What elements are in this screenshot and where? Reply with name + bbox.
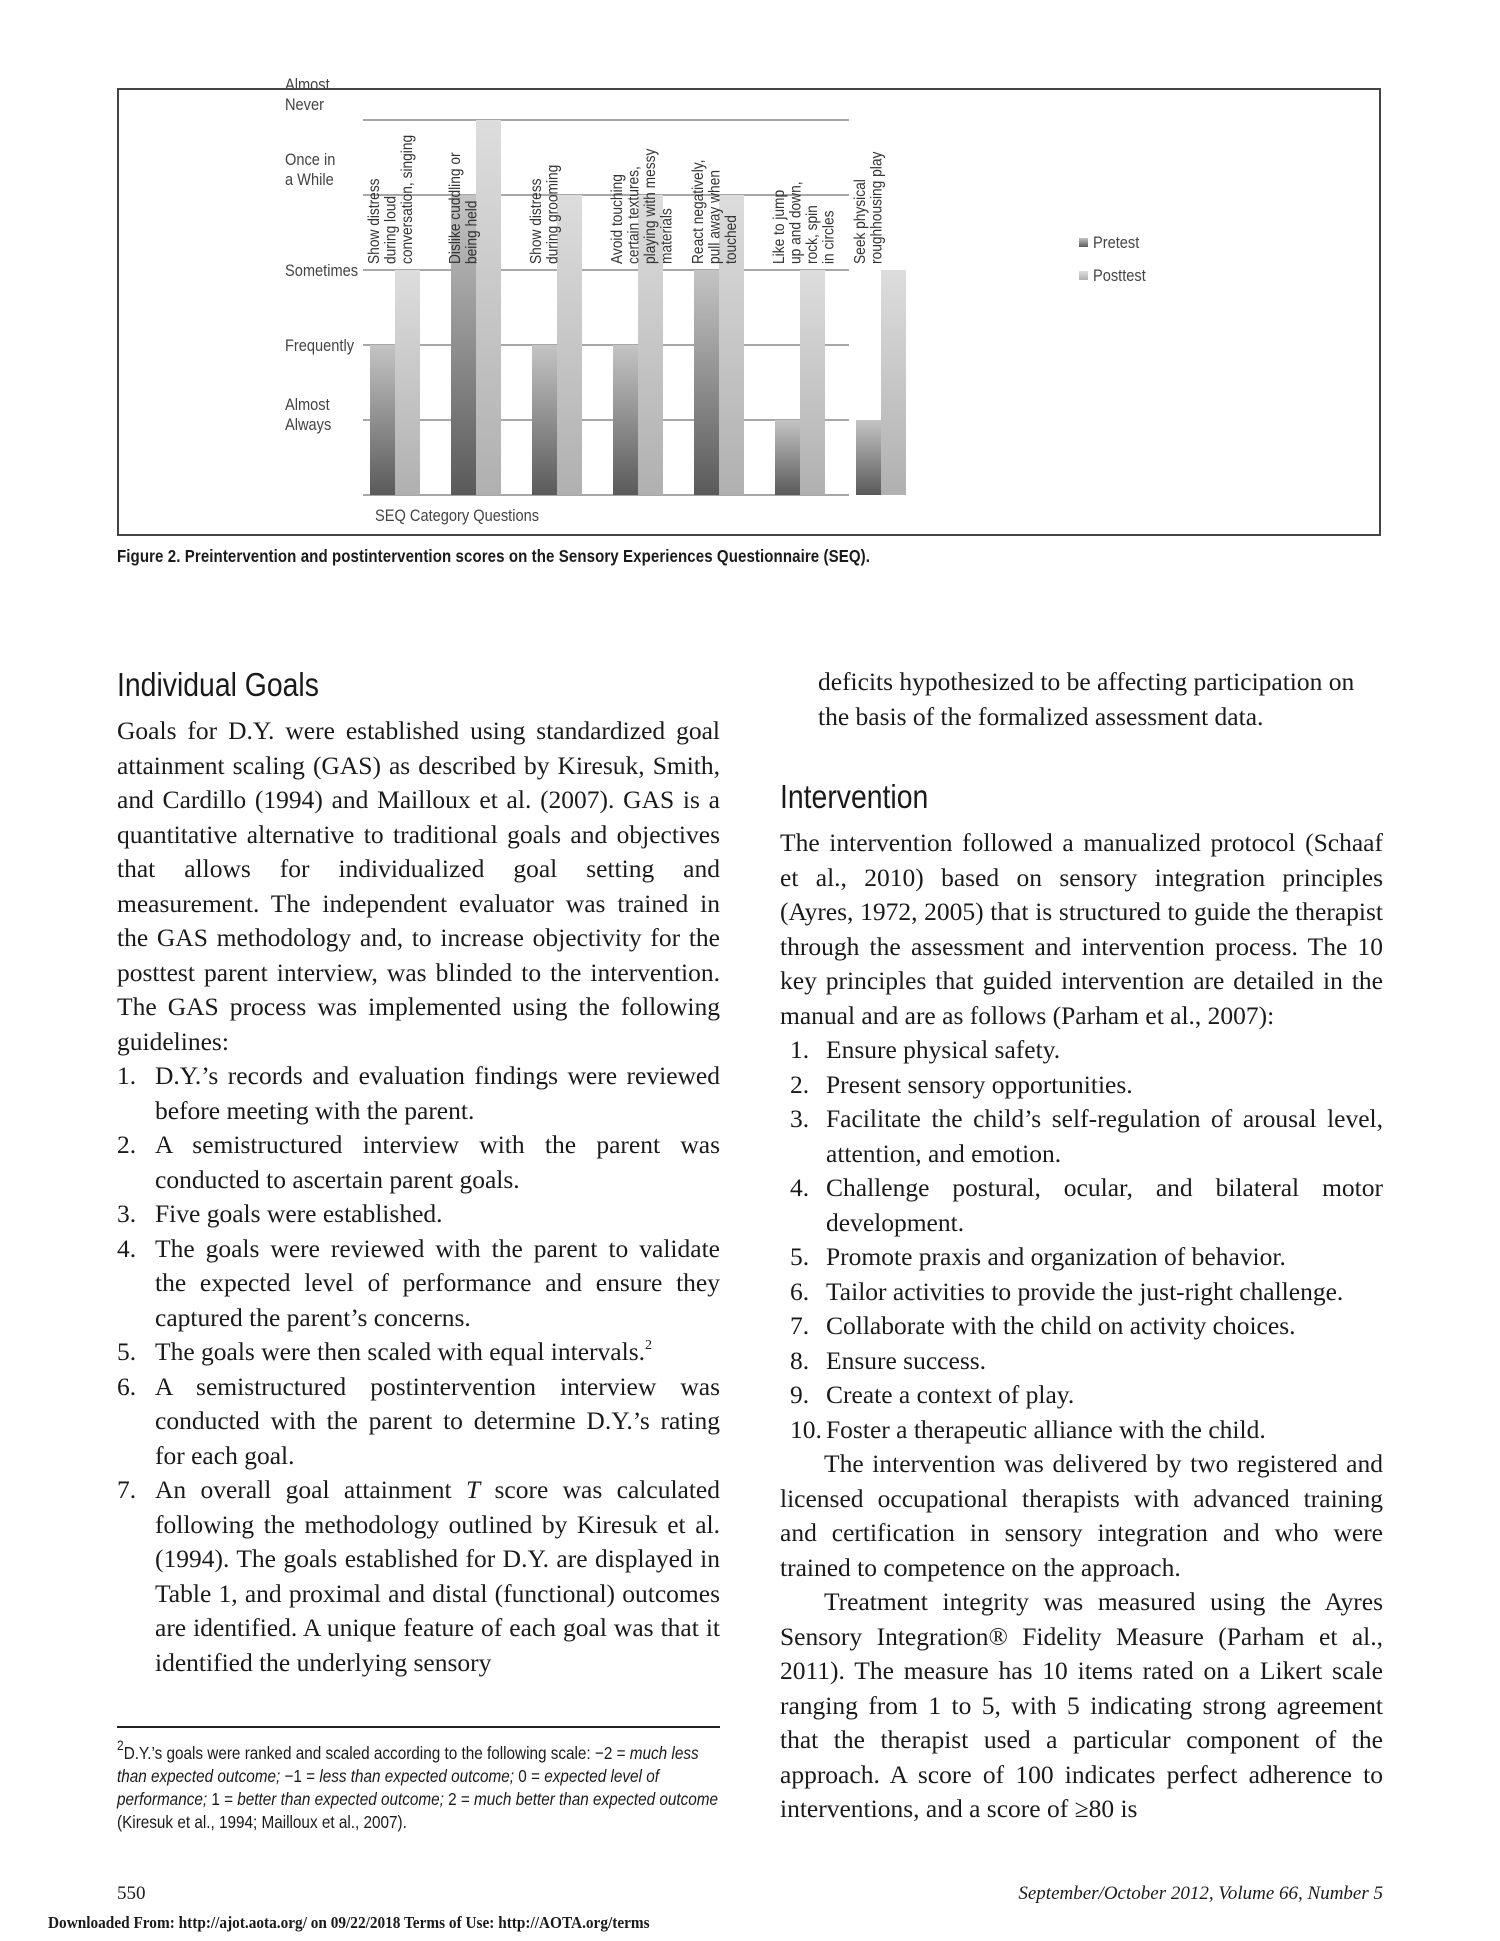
paragraph-gas-intro: Goals for D.Y. were established using standardized goal attainment scaling (GAS) as described by Kiresuk, Smith, and Cardillo (1994) and Mailloux et al. (2007). GAS is a quantitative alternative to traditional goals and objectives that allows for individualized goal setting and measurement. The independent evaluator was trained in the GAS methodology and, to increase objectivity for the posttest parent interview, was blinded to the intervention. The GAS process was implemented using the following guidelines: <box>117 716 720 1056</box>
list-item: 3. Facilitate the child’s self-regulation of arousal level, attention, and emotion. <box>790 1104 1383 1168</box>
bar-posttest <box>395 270 420 495</box>
bar-pretest <box>370 345 395 495</box>
category-label: being held <box>462 200 481 264</box>
category-label: Like to jump <box>770 189 789 264</box>
list-item: 10. Foster a therapeutic alliance with the child. <box>790 1414 1266 1444</box>
y-tick-label: Almost <box>285 396 330 415</box>
legend-label: Pretest <box>1093 234 1140 253</box>
y-tick-label: Almost <box>285 76 330 95</box>
y-tick-label: Never <box>285 96 324 115</box>
figure-caption: Figure 2. Preintervention and postintervention scores on the Sensory Experiences Questionnaire (SEQ). <box>117 546 871 566</box>
footnote-divider <box>117 1726 720 1728</box>
category-label: certain textures, <box>624 166 643 264</box>
list-item: 6. A semistructured postintervention interview was conducted with the parent to determine D.Y.’s rating for each goal. <box>117 1371 720 1470</box>
list-item: 4. Challenge postural, ocular, and bilateral motor development. <box>790 1173 1383 1237</box>
category-label: conversation, singing <box>398 134 417 264</box>
bar-pretest <box>613 345 638 495</box>
y-tick-label: Sometimes <box>285 262 359 281</box>
paragraph-continuation: deficits hypothesized to be affecting participation on the basis of the formalized assessment data. <box>818 667 1355 731</box>
category-label: Dislike cuddling or <box>446 152 465 264</box>
page-number: 550 <box>117 1883 146 1904</box>
category-label: during loud <box>381 195 400 264</box>
y-tick-label: a While <box>285 171 334 190</box>
download-notice[interactable]: Downloaded From: http://ajot.aota.org/ on 09/22/2018 Terms of Use: http://AOTA.org/terms <box>48 1913 650 1932</box>
legend-swatch-pretest <box>1079 238 1088 247</box>
list-item: 1. D.Y.’s records and evaluation findings were reviewed before meeting with the parent. <box>117 1061 720 1125</box>
category-label: rock, spin <box>803 205 822 264</box>
list-item: 7. Collaborate with the child on activity choices. <box>790 1311 1296 1340</box>
category-label: in circles <box>819 210 838 264</box>
footnote: $^2$D.Y.’s goals were ranked and scaled according to the following scale: −2 = much less than expected outcome; −1 = less than expected outcome; 0 = expected level of performance; 1 = better than expected outcome; 2 = much better than expected outcome (Kiresuk et al., 1994; Mailloux et al., 2007). <box>117 1737 719 1832</box>
bar-pretest <box>856 420 881 495</box>
category-label: pull away when <box>705 170 724 264</box>
footnote-ref[interactable]: 2 <box>645 1337 652 1353</box>
category-label: materials <box>657 208 676 264</box>
category-label: up and down, <box>786 181 805 264</box>
list-item: 9. Create a context of play. <box>790 1380 1075 1409</box>
section-heading-individual-goals: Individual Goals <box>117 666 319 703</box>
key-principles-list <box>780 1033 1383 1447</box>
bar-chart <box>119 76 1379 534</box>
paragraph-treatment-integrity: Treatment integrity was measured using the Ayres Sensory Integration® Fidelity Measure (Parham et al., 2011). The measure has 10 items rated on a Likert scale ranging from 1 to 5, with 5 indicating strong agreement that the therapist used a particular component of the approach. A score of 100 indicates perfect adherence to interventions, and a score of ≥80 is <box>780 1587 1383 1823</box>
y-tick-label: Once in <box>285 151 336 170</box>
category-label: touched <box>722 215 741 264</box>
category-label: during grooming <box>543 164 562 264</box>
list-item: 1. Ensure physical safety. <box>790 1035 1061 1064</box>
list-item: 7. An overall goal attainment T score was calculated following the methodology outlined by Kiresuk et al. (1994). The goals established for D.Y. are displayed in Table 1, and proximal and distal (functional) outcomes are identified. A unique feature of each goal was that it identified the underlying sensory <box>117 1475 720 1677</box>
list-item: 8. Ensure success. <box>790 1345 987 1375</box>
gas-steps-list <box>117 1059 720 1680</box>
list-item: 4. The goals were reviewed with the parent to validate the expected level of performance and ensure they captured the parent’s concerns. <box>117 1233 720 1332</box>
paragraph-intervention-intro: The intervention followed a manualized protocol (Schaaf et al., 2010) based on sensory integration principles (Ayres, 1972, 2005) that is structured to guide the therapist through the assessment and intervention process. The 10 key principles that guided intervention are detailed in the manual and are as follows (Parham et al., 2007): <box>780 828 1383 1030</box>
category-label: React negatively, <box>689 159 708 264</box>
bar-pretest <box>532 345 557 495</box>
list-item: 3. Five goals were established. <box>117 1199 443 1228</box>
y-tick-label: Always <box>285 416 332 435</box>
legend-swatch-posttest <box>1079 271 1088 280</box>
category-label: roughhousing play <box>867 151 886 264</box>
list-item: 2. A semistructured interview with the parent was conducted to ascertain parent goals. <box>117 1130 720 1194</box>
legend-label: Posttest <box>1093 267 1146 286</box>
category-label: Show distress <box>365 178 384 264</box>
section-heading-intervention: Intervention <box>780 778 929 815</box>
x-axis-label: SEQ Category Questions <box>375 507 540 526</box>
left-column <box>117 665 720 1680</box>
paragraph-delivery: The intervention was delivered by two registered and licensed occupational therapists with advanced training and certification in sensory integration and who were trained to competence on the approach. <box>780 1449 1383 1582</box>
category-label: Avoid touching <box>608 174 627 264</box>
y-tick-label: Frequently <box>285 337 355 356</box>
bar-posttest <box>476 120 501 495</box>
list-item: 6. Tailor activities to provide the just-right challenge. <box>790 1276 1344 1306</box>
figure-frame <box>117 76 1381 536</box>
category-label: Seek physical <box>851 179 870 264</box>
journal-issue: September/October 2012, Volume 66, Number 5 <box>1018 1883 1383 1904</box>
bar-pretest <box>694 270 719 495</box>
list-item: 5. The goals were then scaled with equal intervals.$^2$ <box>117 1337 652 1366</box>
bar-pretest <box>775 420 800 495</box>
list-item: 2. Present sensory opportunities. <box>790 1069 1133 1099</box>
bar-posttest <box>881 270 906 495</box>
bar-posttest <box>800 270 825 495</box>
list-item: 5. Promote praxis and organization of behavior. <box>790 1242 1286 1271</box>
category-label: playing with messy <box>641 148 660 264</box>
right-column <box>780 665 1383 1827</box>
category-label: Show distress <box>527 178 546 264</box>
